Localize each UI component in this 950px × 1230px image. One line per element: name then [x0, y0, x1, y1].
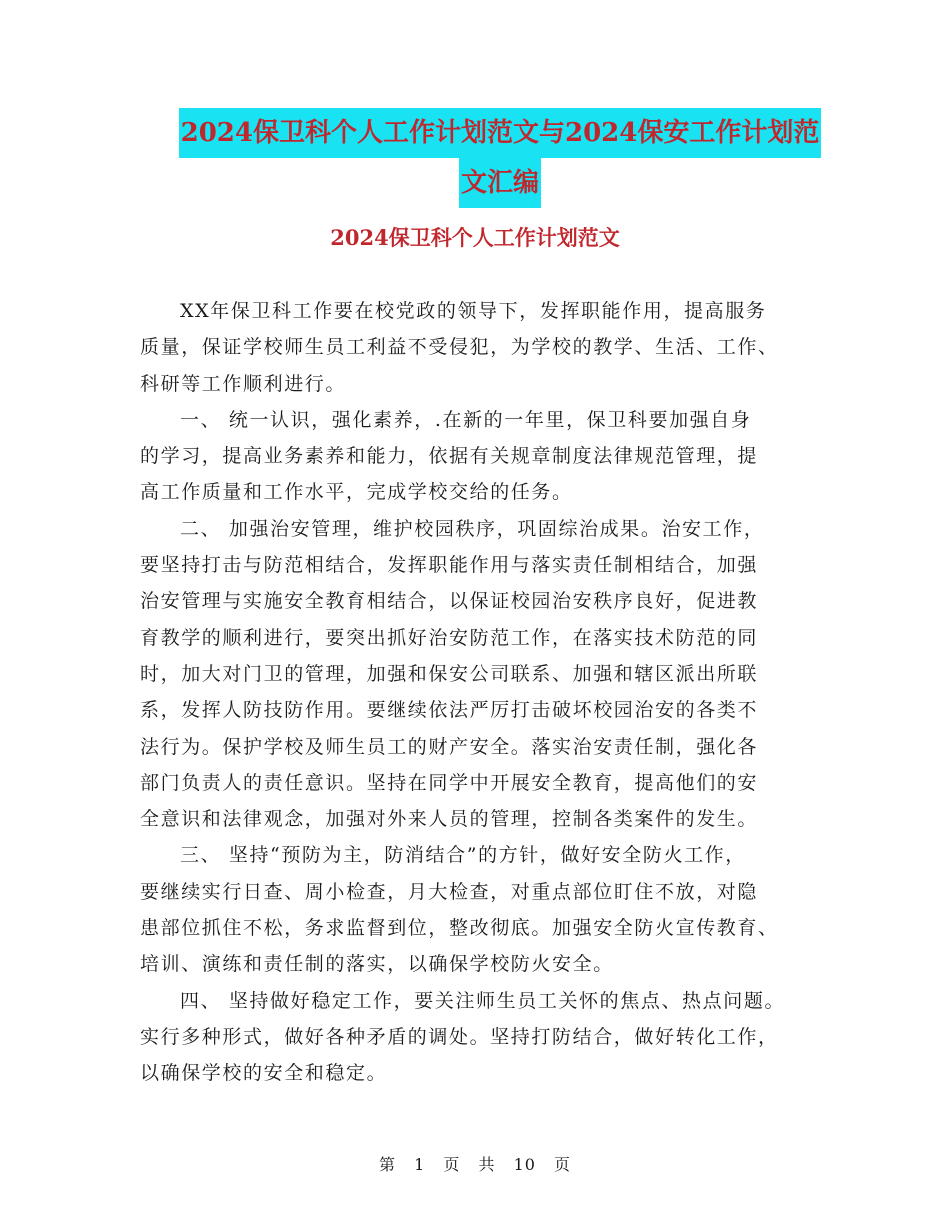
paragraph-line: 实行多种形式，做好各种矛盾的调处。坚持打防结合，做好转化工作， [140, 1025, 779, 1048]
paragraph-line: 以确保学校的安全和稳定。 [140, 1062, 388, 1085]
footer-label-total: 共 [478, 1155, 496, 1174]
body-text [140, 293, 812, 1092]
paragraph-line: 三、 坚持“预防为主，防消结合”的方针，做好安全防火工作， [180, 844, 746, 867]
paragraph-line: 的学习，提高业务素养和能力，依据有关规章制度法律规范管理，提 [140, 445, 759, 468]
paragraph-line: 患部位抓住不松，务求监督到位，整改彻底。加强安全防火宣传教育、 [140, 917, 779, 940]
page-footer [0, 1152, 950, 1175]
title-line-2: 文汇编 [459, 158, 541, 208]
paragraph-line: 一、 统一认识，强化素养，.在新的一年里，保卫科要加强自身 [180, 408, 752, 431]
paragraph-line: 要继续实行日查、周小检查，月大检查，对重点部位盯住不放，对隐 [140, 880, 759, 903]
footer-label-ye-end: 页 [554, 1155, 572, 1174]
paragraph-line: 科研等工作顺利进行。 [140, 372, 347, 395]
paragraph-line: 培训、演练和责任制的落实，以确保学校防火安全。 [140, 953, 614, 976]
current-page-number: 1 [414, 1155, 426, 1174]
paragraph-line: 育教学的顺利进行，要突出抓好治安防范工作，在落实技术防范的同 [140, 626, 759, 649]
paragraph-line: 治安管理与实施安全教育相结合，以保证校园治安秩序良好，促进教 [140, 590, 759, 613]
total-pages-number: 10 [513, 1155, 536, 1174]
paragraph-line: 要坚持打击与防范相结合，发挥职能作用与落实责任制相结合，加强 [140, 554, 759, 577]
paragraph-line: 时，加大对门卫的管理，加强和保安公司联系、加强和辖区派出所联 [140, 662, 759, 685]
paragraph-line: 质量，保证学校师生员工利益不受侵犯，为学校的教学、生活、工作、 [140, 336, 779, 359]
footer-label-ye: 页 [443, 1155, 461, 1174]
paragraph-line: XX年保卫科工作要在校党政的领导下，发挥职能作用，提高服务 [180, 300, 767, 322]
footer-label-page: 第 [378, 1155, 396, 1174]
section-heading: 2024保卫科个人工作计划范文 [330, 225, 620, 250]
document-title [140, 108, 860, 208]
title-line-1: 2024保卫科个人工作计划范文与2024保安工作计划范 [179, 108, 822, 158]
paragraph-line: 部门负责人的责任意识。坚持在同学中开展安全教育，提高他们的安 [140, 771, 759, 794]
paragraph-line: 二、 加强治安管理，维护校园秩序，巩固综治成果。治安工作， [180, 517, 765, 540]
paragraph-line: 高工作质量和工作水平，完成学校交给的任务。 [140, 481, 573, 504]
paragraph-line: 法行为。保护学校及师生员工的财产安全。落实治安责任制，强化各 [140, 735, 759, 758]
paragraph-line: 全意识和法律观念，加强对外来人员的管理，控制各类案件的发生。 [140, 808, 759, 831]
paragraph-line: 四、 坚持做好稳定工作，要关注师生员工关怀的焦点、热点问题。 [180, 989, 786, 1012]
paragraph-line: 系，发挥人防技防作用。要继续依法严厉打击破坏校园治安的各类不 [140, 699, 759, 722]
